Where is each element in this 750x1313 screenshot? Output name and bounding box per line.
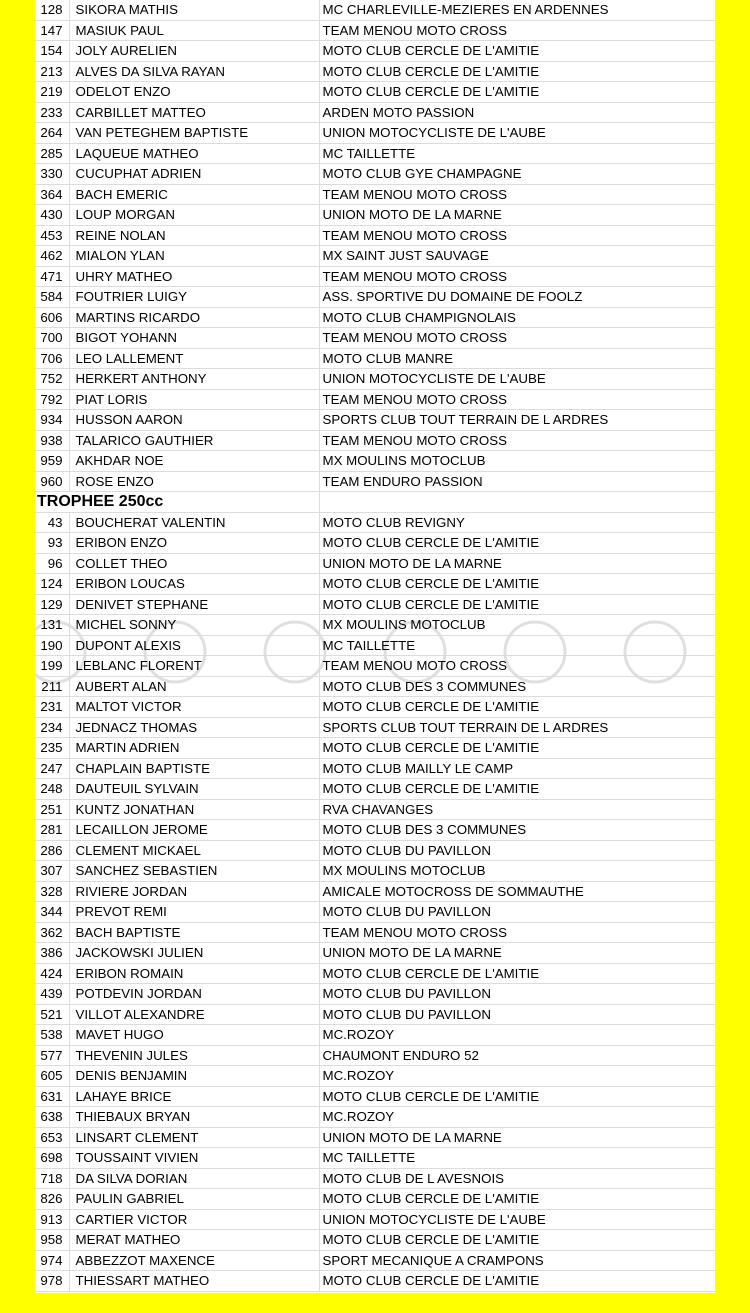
rider-name: HUSSON AARON: [69, 410, 319, 431]
table-row: [35, 635, 715, 656]
table-row: [35, 902, 715, 923]
rider-name: SIKORA MATHIS: [69, 0, 319, 20]
rider-name: VILLOT ALEXANDRE: [69, 1004, 319, 1025]
rider-number: 247: [35, 758, 69, 779]
rider-name: DUPONT ALEXIS: [69, 635, 319, 656]
rider-number: 248: [35, 779, 69, 800]
table-row: [35, 430, 715, 451]
rider-club: MOTO CLUB DES 3 COMMUNES: [319, 820, 715, 841]
rider-name: ERIBON ENZO: [69, 533, 319, 554]
rider-number: 706: [35, 348, 69, 369]
table-row: [35, 0, 715, 20]
rider-club: MOTO CLUB CERCLE DE L'AMITIE: [319, 779, 715, 800]
rider-name: MARTINS RICARDO: [69, 307, 319, 328]
rider-club: MOTO CLUB CERCLE DE L'AMITIE: [319, 61, 715, 82]
rider-number: 752: [35, 369, 69, 390]
rider-club: MC TAILLETTE: [319, 143, 715, 164]
rider-name: PAULIN GABRIEL: [69, 1189, 319, 1210]
table-row: [35, 1168, 715, 1189]
rider-name: COLLET THEO: [69, 553, 319, 574]
rider-name: TALARICO GAUTHIER: [69, 430, 319, 451]
rider-club: MOTO CLUB MAILLY LE CAMP: [319, 758, 715, 779]
rider-club: UNION MOTO DE LA MARNE: [319, 943, 715, 964]
rider-club: TEAM MENOU MOTO CROSS: [319, 184, 715, 205]
rider-name: CLEMENT MICKAEL: [69, 840, 319, 861]
rider-club: SPORTS CLUB TOUT TERRAIN DE L ARDRES: [319, 717, 715, 738]
rider-name: KUNTZ JONATHAN: [69, 799, 319, 820]
rider-club: TEAM MENOU MOTO CROSS: [319, 430, 715, 451]
rider-club: MC.ROZOY: [319, 1025, 715, 1046]
rider-number: 386: [35, 943, 69, 964]
trophee-rows: [35, 512, 715, 1291]
rider-club: TEAM MENOU MOTO CROSS: [319, 266, 715, 287]
rider-name: LEO LALLEMENT: [69, 348, 319, 369]
rider-club: UNION MOTOCYCLISTE DE L'AUBE: [319, 369, 715, 390]
rider-number: 959: [35, 451, 69, 472]
table-row: [35, 328, 715, 349]
table-row: [35, 1127, 715, 1148]
table-row: [35, 82, 715, 103]
rider-number: 913: [35, 1209, 69, 1230]
section-header-row: [35, 492, 715, 513]
rider-number: 978: [35, 1271, 69, 1292]
rider-number: 960: [35, 471, 69, 492]
rider-club: MOTO CLUB DU PAVILLON: [319, 984, 715, 1005]
table-row: [35, 717, 715, 738]
table-row: [35, 697, 715, 718]
table-row: [35, 738, 715, 759]
table-row: [35, 471, 715, 492]
rider-club: MOTO CLUB CHAMPIGNOLAIS: [319, 307, 715, 328]
rider-club: MOTO CLUB CERCLE DE L'AMITIE: [319, 82, 715, 103]
rider-name: DENIVET STEPHANE: [69, 594, 319, 615]
rider-name: LAQUEUE MATHEO: [69, 143, 319, 164]
rider-name: TOUSSAINT VIVIEN: [69, 1148, 319, 1169]
rider-club: TEAM MENOU MOTO CROSS: [319, 389, 715, 410]
rider-number: 219: [35, 82, 69, 103]
rider-club: MC.ROZOY: [319, 1066, 715, 1087]
table-row: [35, 1189, 715, 1210]
rider-club: SPORTS CLUB TOUT TERRAIN DE L ARDRES: [319, 410, 715, 431]
rider-club: MOTO CLUB CERCLE DE L'AMITIE: [319, 594, 715, 615]
rider-number: 521: [35, 1004, 69, 1025]
rider-name: BOUCHERAT VALENTIN: [69, 512, 319, 533]
table-row: [35, 102, 715, 123]
rider-number: 439: [35, 984, 69, 1005]
rider-name: CARBILLET MATTEO: [69, 102, 319, 123]
rider-club: MOTO CLUB DE L AVESNOIS: [319, 1168, 715, 1189]
table-row: [35, 410, 715, 431]
rider-number: 453: [35, 225, 69, 246]
table-row: [35, 205, 715, 226]
rider-name: ODELOT ENZO: [69, 82, 319, 103]
section-title: TROPHEE 250cc: [35, 492, 319, 513]
rider-name: MALTOT VICTOR: [69, 697, 319, 718]
rider-name: VAN PETEGHEM BAPTISTE: [69, 123, 319, 144]
rider-number: 251: [35, 799, 69, 820]
table-row: [35, 164, 715, 185]
table-row: [35, 840, 715, 861]
rider-club: TEAM MENOU MOTO CROSS: [319, 656, 715, 677]
rider-number: 606: [35, 307, 69, 328]
rider-club: MC.ROZOY: [319, 1107, 715, 1128]
rider-number: 605: [35, 1066, 69, 1087]
rider-club: AMICALE MOTOCROSS DE SOMMAUTHE: [319, 881, 715, 902]
rider-name: DA SILVA DORIAN: [69, 1168, 319, 1189]
table-row: [35, 266, 715, 287]
rider-club: TEAM MENOU MOTO CROSS: [319, 20, 715, 41]
rider-name: MAVET HUGO: [69, 1025, 319, 1046]
rider-name: PREVOT REMI: [69, 902, 319, 923]
rider-number: 577: [35, 1045, 69, 1066]
rider-club: UNION MOTO DE LA MARNE: [319, 1127, 715, 1148]
rider-club: MOTO CLUB MANRE: [319, 348, 715, 369]
rider-number: 364: [35, 184, 69, 205]
rider-number: 718: [35, 1168, 69, 1189]
table-row: [35, 656, 715, 677]
rider-club: MOTO CLUB DES 3 COMMUNES: [319, 676, 715, 697]
rider-name: THIEBAUX BRYAN: [69, 1107, 319, 1128]
rider-number: 131: [35, 615, 69, 636]
rider-number: 211: [35, 676, 69, 697]
rider-name: PIAT LORIS: [69, 389, 319, 410]
rider-number: 281: [35, 820, 69, 841]
table-row: [35, 123, 715, 144]
table-row: [35, 553, 715, 574]
rider-name: AKHDAR NOE: [69, 451, 319, 472]
table-row: [35, 1250, 715, 1271]
rider-name: ALVES DA SILVA RAYAN: [69, 61, 319, 82]
rider-number: 264: [35, 123, 69, 144]
rider-number: 213: [35, 61, 69, 82]
rider-number: 584: [35, 287, 69, 308]
table-row: [35, 779, 715, 800]
rider-club: RVA CHAVANGES: [319, 799, 715, 820]
rider-name: DAUTEUIL SYLVAIN: [69, 779, 319, 800]
rider-club: SPORT MECANIQUE A CRAMPONS: [319, 1250, 715, 1271]
table-row: [35, 881, 715, 902]
rider-number: 199: [35, 656, 69, 677]
rider-name: FOUTRIER LUIGY: [69, 287, 319, 308]
rider-club: MX MOULINS MOTOCLUB: [319, 451, 715, 472]
rider-number: 93: [35, 533, 69, 554]
rider-club: MOTO CLUB CERCLE DE L'AMITIE: [319, 574, 715, 595]
rider-club: MOTO CLUB DU PAVILLON: [319, 902, 715, 923]
table-row: [35, 41, 715, 62]
rider-club: MOTO CLUB CERCLE DE L'AMITIE: [319, 1086, 715, 1107]
rider-club: TEAM MENOU MOTO CROSS: [319, 922, 715, 943]
rider-name: ROSE ENZO: [69, 471, 319, 492]
rider-name: CHAPLAIN BAPTISTE: [69, 758, 319, 779]
rider-club: MOTO CLUB CERCLE DE L'AMITIE: [319, 697, 715, 718]
table-row: [35, 61, 715, 82]
rider-number: 362: [35, 922, 69, 943]
rider-name: JOLY AURELIEN: [69, 41, 319, 62]
rider-club: MOTO CLUB DU PAVILLON: [319, 840, 715, 861]
table-row: [35, 574, 715, 595]
rider-name: MIALON YLAN: [69, 246, 319, 267]
rider-club: MX SAINT JUST SAUVAGE: [319, 246, 715, 267]
rider-club: MOTO CLUB CERCLE DE L'AMITIE: [319, 41, 715, 62]
rider-club: MOTO CLUB CERCLE DE L'AMITIE: [319, 533, 715, 554]
rider-number: 285: [35, 143, 69, 164]
rider-number: 128: [35, 0, 69, 20]
rider-number: 286: [35, 840, 69, 861]
top-rows: [35, 0, 715, 492]
rider-name: LOUP MORGAN: [69, 205, 319, 226]
rider-name: MICHEL SONNY: [69, 615, 319, 636]
table-row: [35, 1148, 715, 1169]
rider-name: REINE NOLAN: [69, 225, 319, 246]
rider-number: 653: [35, 1127, 69, 1148]
rider-number: 147: [35, 20, 69, 41]
rider-number: 190: [35, 635, 69, 656]
table-row: [35, 1066, 715, 1087]
table-row: [35, 1230, 715, 1251]
table-row: [35, 861, 715, 882]
rider-number: 462: [35, 246, 69, 267]
rider-name: THIESSART MATHEO: [69, 1271, 319, 1292]
rider-number: 974: [35, 1250, 69, 1271]
table-row: [35, 307, 715, 328]
table-row: [35, 594, 715, 615]
rider-number: 328: [35, 881, 69, 902]
rider-name: LECAILLON JEROME: [69, 820, 319, 841]
rider-name: MASIUK PAUL: [69, 20, 319, 41]
rider-number: 700: [35, 328, 69, 349]
rider-number: 235: [35, 738, 69, 759]
rider-club: MC TAILLETTE: [319, 635, 715, 656]
rider-number: 307: [35, 861, 69, 882]
table-row: [35, 1209, 715, 1230]
rider-name: UHRY MATHEO: [69, 266, 319, 287]
table-row: [35, 1025, 715, 1046]
rider-name: LINSART CLEMENT: [69, 1127, 319, 1148]
rider-name: ABBEZZOT MAXENCE: [69, 1250, 319, 1271]
rider-club: MX MOULINS MOTOCLUB: [319, 861, 715, 882]
table-row: [35, 533, 715, 554]
rider-name: MERAT MATHEO: [69, 1230, 319, 1251]
table-row: [35, 943, 715, 964]
rider-club: TEAM MENOU MOTO CROSS: [319, 225, 715, 246]
table-row: [35, 369, 715, 390]
table-row: [35, 820, 715, 841]
table-row: [35, 758, 715, 779]
table-row: [35, 963, 715, 984]
rider-club: UNION MOTOCYCLISTE DE L'AUBE: [319, 1209, 715, 1230]
rider-number: 638: [35, 1107, 69, 1128]
table-row: [35, 20, 715, 41]
table-row: [35, 615, 715, 636]
rider-name: MARTIN ADRIEN: [69, 738, 319, 759]
rider-name: THEVENIN JULES: [69, 1045, 319, 1066]
rider-name: LAHAYE BRICE: [69, 1086, 319, 1107]
table-row: [35, 799, 715, 820]
rider-number: 129: [35, 594, 69, 615]
rider-club: MOTO CLUB GYE CHAMPAGNE: [319, 164, 715, 185]
rider-name: JACKOWSKI JULIEN: [69, 943, 319, 964]
rider-number: 424: [35, 963, 69, 984]
rider-club: MOTO CLUB CERCLE DE L'AMITIE: [319, 1230, 715, 1251]
rider-name: AUBERT ALAN: [69, 676, 319, 697]
rider-club: MOTO CLUB REVIGNY: [319, 512, 715, 533]
rider-number: 124: [35, 574, 69, 595]
rider-number: 792: [35, 389, 69, 410]
rider-name: ERIBON ROMAIN: [69, 963, 319, 984]
rider-club: UNION MOTOCYCLISTE DE L'AUBE: [319, 123, 715, 144]
rider-number: 430: [35, 205, 69, 226]
rider-number: 43: [35, 512, 69, 533]
rider-number: 96: [35, 553, 69, 574]
table-row: [35, 451, 715, 472]
rider-club: MOTO CLUB DU PAVILLON: [319, 1004, 715, 1025]
rider-name: RIVIERE JORDAN: [69, 881, 319, 902]
table-row: [35, 184, 715, 205]
rider-name: CARTIER VICTOR: [69, 1209, 319, 1230]
rider-number: 330: [35, 164, 69, 185]
rider-name: JEDNACZ THOMAS: [69, 717, 319, 738]
rider-club: ASS. SPORTIVE DU DOMAINE DE FOOLZ: [319, 287, 715, 308]
rider-number: 538: [35, 1025, 69, 1046]
table-row: [35, 225, 715, 246]
rider-club: MOTO CLUB CERCLE DE L'AMITIE: [319, 1271, 715, 1292]
rider-club: UNION MOTO DE LA MARNE: [319, 205, 715, 226]
rider-name: BIGOT YOHANN: [69, 328, 319, 349]
table-row: [35, 984, 715, 1005]
rider-number: 631: [35, 1086, 69, 1107]
rider-name: CUCUPHAT ADRIEN: [69, 164, 319, 185]
rider-club: TEAM MENOU MOTO CROSS: [319, 328, 715, 349]
rider-name: ERIBON LOUCAS: [69, 574, 319, 595]
table-row: [35, 512, 715, 533]
rider-club: MC CHARLEVILLE-MEZIERES EN ARDENNES: [319, 0, 715, 20]
rider-club: TEAM ENDURO PASSION: [319, 471, 715, 492]
rider-club: MX MOULINS MOTOCLUB: [319, 615, 715, 636]
table-row: [35, 1004, 715, 1025]
rider-number: 471: [35, 266, 69, 287]
rider-club: MC TAILLETTE: [319, 1148, 715, 1169]
rider-club: MOTO CLUB CERCLE DE L'AMITIE: [319, 1189, 715, 1210]
results-sheet: [35, 0, 715, 1293]
table-row: [35, 389, 715, 410]
rider-number: 698: [35, 1148, 69, 1169]
rider-number: 233: [35, 102, 69, 123]
table-row: [35, 246, 715, 267]
table-row: [35, 1045, 715, 1066]
rider-club: ARDEN MOTO PASSION: [319, 102, 715, 123]
rider-number: 826: [35, 1189, 69, 1210]
rider-name: HERKERT ANTHONY: [69, 369, 319, 390]
rider-number: 154: [35, 41, 69, 62]
rider-name: SANCHEZ SEBASTIEN: [69, 861, 319, 882]
rider-name: DENIS BENJAMIN: [69, 1066, 319, 1087]
table-row: [35, 348, 715, 369]
rider-number: 234: [35, 717, 69, 738]
table-row: [35, 676, 715, 697]
rider-name: BACH EMERIC: [69, 184, 319, 205]
rider-name: BACH BAPTISTE: [69, 922, 319, 943]
rider-number: 938: [35, 430, 69, 451]
table-row: [35, 287, 715, 308]
rider-number: 934: [35, 410, 69, 431]
rider-name: LEBLANC FLORENT: [69, 656, 319, 677]
rider-table: [35, 0, 715, 1292]
rider-club: UNION MOTO DE LA MARNE: [319, 553, 715, 574]
rider-name: POTDEVIN JORDAN: [69, 984, 319, 1005]
rider-number: 344: [35, 902, 69, 923]
table-row: [35, 1086, 715, 1107]
table-row: [35, 1271, 715, 1292]
rider-club: MOTO CLUB CERCLE DE L'AMITIE: [319, 738, 715, 759]
table-row: [35, 143, 715, 164]
table-row: [35, 1107, 715, 1128]
rider-number: 231: [35, 697, 69, 718]
rider-club: MOTO CLUB CERCLE DE L'AMITIE: [319, 963, 715, 984]
rider-number: 958: [35, 1230, 69, 1251]
table-row: [35, 922, 715, 943]
rider-club: CHAUMONT ENDURO 52: [319, 1045, 715, 1066]
